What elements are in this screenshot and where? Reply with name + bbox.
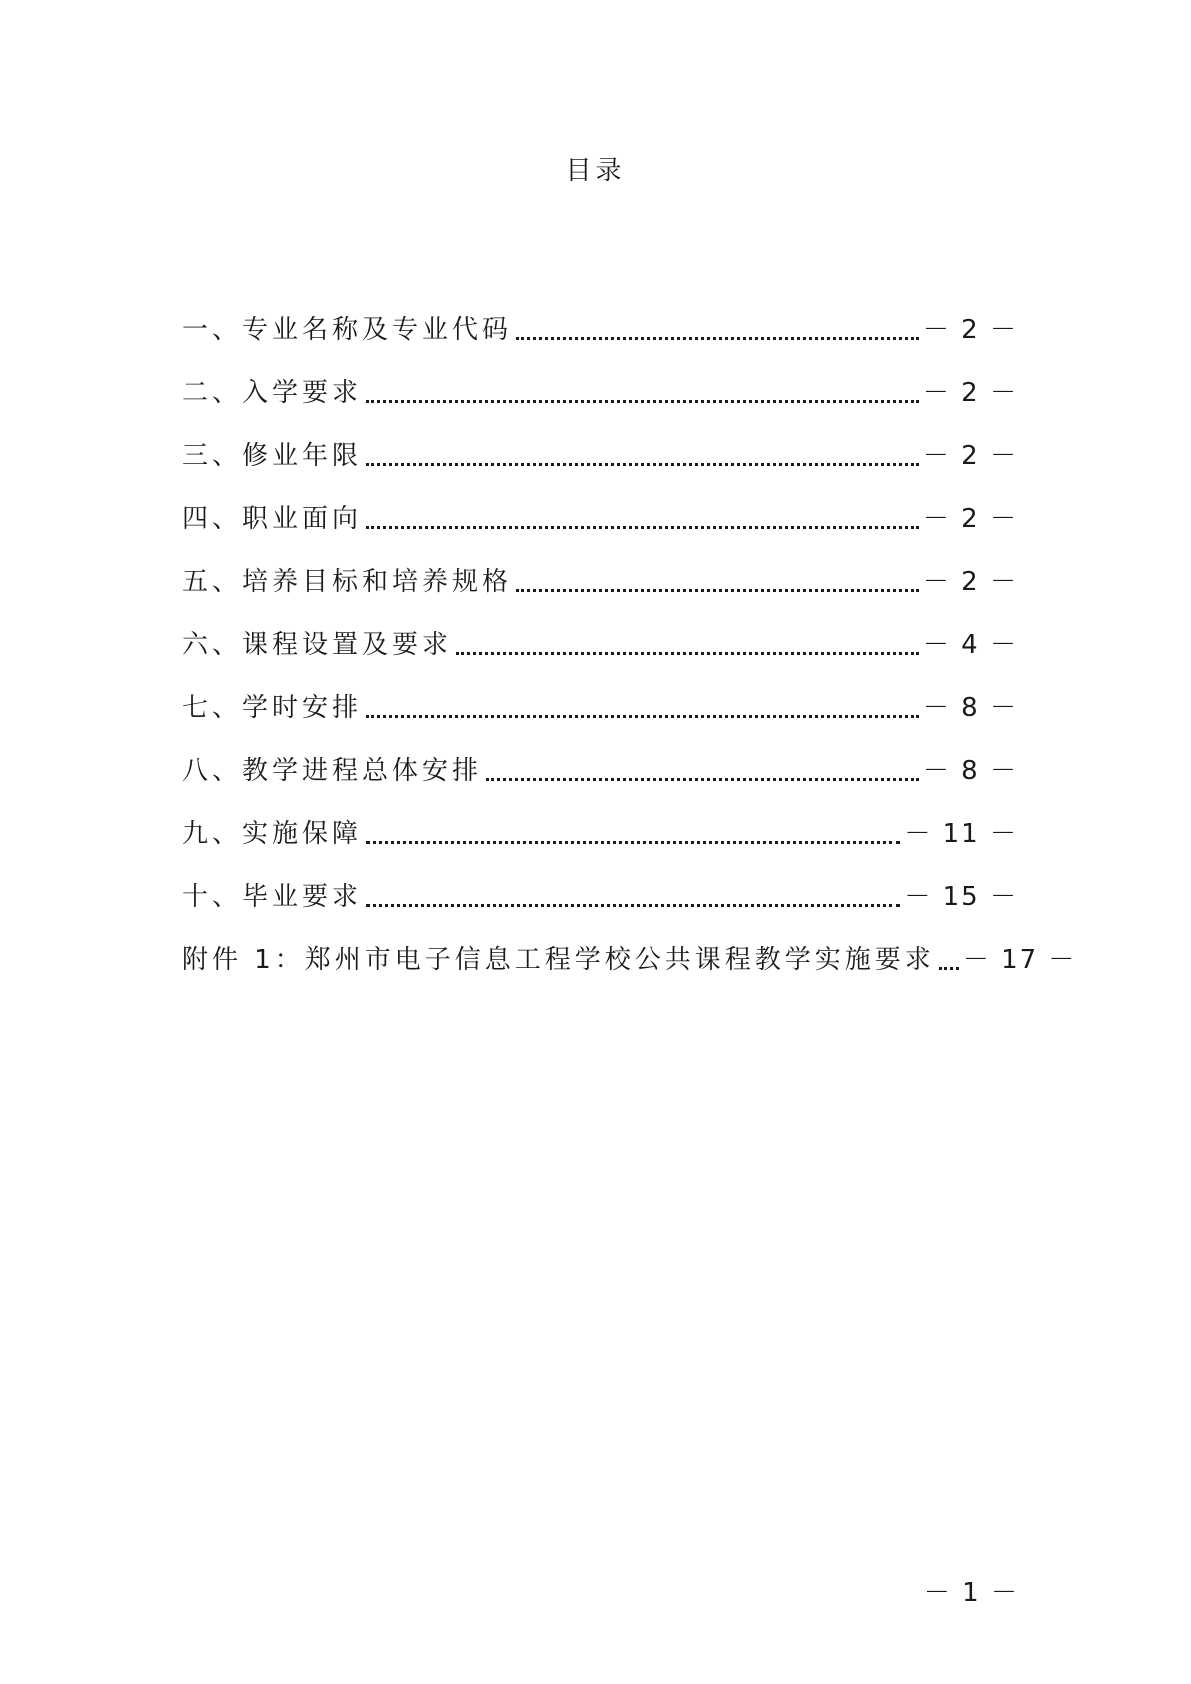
toc-entry-page: － 17 － (962, 945, 1077, 975)
toc-entry[interactable] (182, 408, 1018, 471)
toc-entry[interactable] (182, 534, 1018, 597)
toc-entry-page: － 8 － (922, 756, 1018, 786)
toc-entry[interactable] (182, 660, 1018, 723)
toc-entry[interactable] (182, 849, 1018, 912)
toc-entry-label: 四、职业面向 (182, 504, 363, 534)
toc-dot-leader (366, 904, 900, 907)
toc-dot-leader (456, 652, 919, 655)
toc-dot-leader (366, 526, 919, 529)
page-number: － 1 － (923, 1578, 1019, 1608)
toc-entry[interactable] (182, 723, 1018, 786)
toc-dot-leader (366, 841, 900, 844)
toc-entry[interactable] (182, 282, 1018, 345)
toc-entry[interactable] (182, 912, 1077, 975)
toc-entry-label: 十、毕业要求 (182, 882, 363, 912)
toc-dot-leader (366, 463, 919, 466)
toc-entry-label: 八、教学进程总体安排 (182, 756, 483, 786)
toc-dot-leader (516, 589, 919, 592)
toc-entry-page: － 2 － (922, 441, 1018, 471)
toc-dot-leader (366, 400, 919, 403)
toc-entry-label: 一、专业名称及专业代码 (182, 315, 513, 345)
toc-dot-leader (366, 715, 919, 718)
toc-entry[interactable] (182, 345, 1018, 408)
toc-entry-page: － 15 － (904, 882, 1018, 912)
toc-entry-label: 二、入学要求 (182, 378, 363, 408)
toc-entry[interactable] (182, 786, 1018, 849)
toc-entry-page: － 2 － (922, 378, 1018, 408)
toc-entry-label: 五、培养目标和培养规格 (182, 567, 513, 597)
toc-entry-page: － 2 － (922, 567, 1018, 597)
toc-entry-label: 三、修业年限 (182, 441, 363, 471)
toc-entry-label: 七、学时安排 (182, 693, 363, 723)
toc-entry-page: － 8 － (922, 693, 1018, 723)
toc-entry-label: 九、实施保障 (182, 819, 363, 849)
toc-entry-page: － 2 － (922, 504, 1018, 534)
toc-entry-label: 附件 1：郑州市电子信息工程学校公共课程教学实施要求 (182, 945, 935, 975)
page-title: 目录 (565, 156, 626, 186)
toc-entry-page: － 11 － (904, 819, 1018, 849)
toc-dot-leader (939, 967, 959, 970)
toc-entry[interactable] (182, 597, 1018, 660)
toc-dot-leader (486, 778, 919, 781)
toc-dot-leader (516, 337, 919, 340)
table-of-contents (182, 282, 1077, 975)
toc-entry-page: － 4 － (922, 630, 1018, 660)
toc-entry-label: 六、课程设置及要求 (182, 630, 453, 660)
toc-entry[interactable] (182, 471, 1018, 534)
toc-entry-page: － 2 － (922, 315, 1018, 345)
